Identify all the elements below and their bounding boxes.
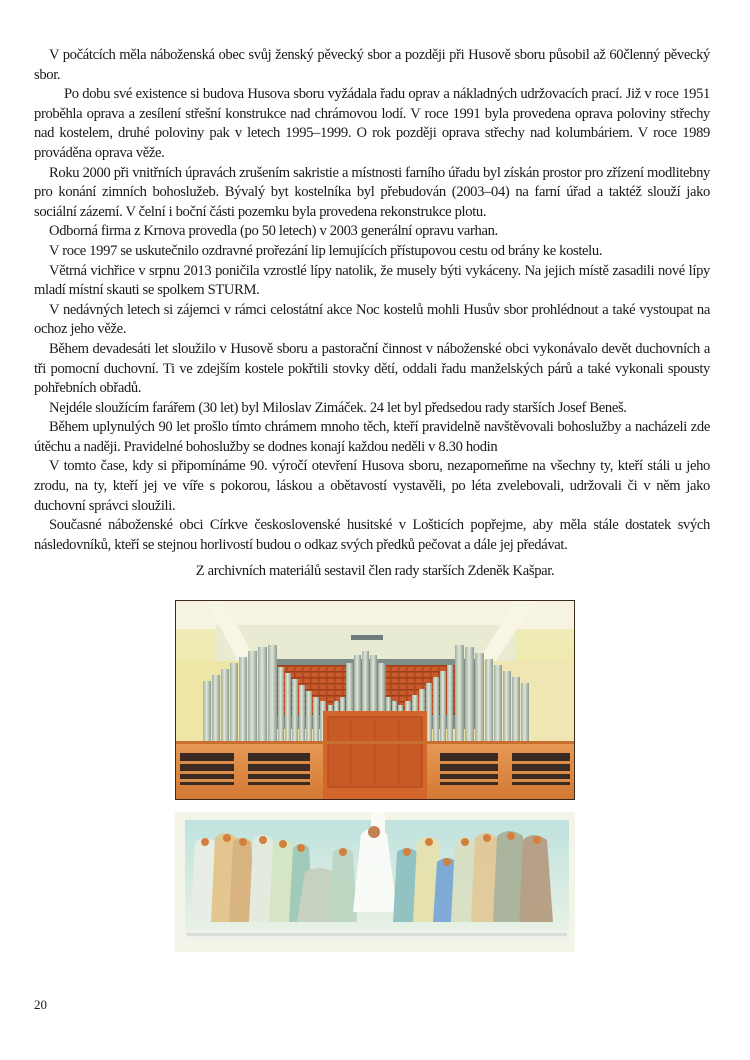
paragraph: Roku 2000 při vnitřních úpravách zrušením sakristie a místnosti farního úřadu byl získán prostor pro zřízení modlitebny pro konání zimních bohoslužeb. Bývalý byt kostelníka byl přebudován (2003–04) na farní úřad a taktéž slouží jako sociální zázemí. V čelní i boční části pozemku byla provedena rekonstrukce plotu. <box>34 164 710 220</box>
paragraph: V počátcích měla náboženská obec svůj ženský pěvecký sbor a později při Husově sboru působil až 60členný pěvecký sbor. <box>34 47 710 83</box>
paragraph: Větrná vichřice v srpnu 2013 poničila vzrostlé lípy natolik, že musely býti vykáceny. Na jejich místě zasadili nové lípy mladí místní skauti se spolkem STURM. <box>34 262 710 299</box>
paragraph: V roce 1997 se uskutečnilo ozdravné prořezání lip lemujících přístupovou cestu od brány ke kostelu. <box>49 242 603 259</box>
paragraph: Nejdéle sloužícím farářem (30 let) byl Miloslav Zimáček. 24 let byl předsedou rady starších Josef Beneš. <box>49 399 627 416</box>
paragraph: Po dobu své existence si budova Husova sboru vyžádala řadu oprav a nákladných udržovacích prací. Již v roce 1951 proběhla oprava a zesílení střešní konstrukce nad chrámovou lodí. V roce 1991 byla provedena oprava poloviny střechy nad kostelem, druhé poloviny pak v letech 1995–1999. O rok později oprava střechy nad kolumbáriem. V roce 1989 prováděna oprava věže. <box>34 86 710 161</box>
organ-photo <box>175 600 575 800</box>
paragraph: V tomto čase, kdy si připomínáme 90. výročí otevření Husova sboru, nezapomeňme na všechny ty, kteří stáli u jeho zrodu, na ty, kteří jej ve víře s pokorou, láskou a obětavostí vystavěli, po léta zvelebovali, udržovali či v něm jako duchovní správci sloužili. <box>34 458 710 514</box>
author-credit: Z archivních materiálů sestavil člen rady starších Zdeněk Kašpar. <box>195 563 555 579</box>
paragraph: Během devadesáti let sloužilo v Husově sboru a pastorační činnost v náboženské obci vykonávalo devět duchovních a tři pomocní duchovní. Ti ve zdejším kostele pokřtili stovky dětí, oddali řadu manželských párů a také vykonali spousty pohřebních obřadů. <box>34 340 710 397</box>
article-body <box>34 46 710 555</box>
paragraph: Současné náboženské obci Církve československé husitské v Lošticích popřejme, aby měla stále dostatek svých následovníků, kteří se stejnou horlivostí budou o odkaz svých předků pečovat a dále jej předávat. <box>34 517 710 553</box>
page-number: 20 <box>34 997 47 1012</box>
mural-photo <box>175 812 575 952</box>
paragraph: Během uplynulých 90 let prošlo tímto chrámem mnoho těch, kteří pravidelně navštěvovali bohoslužby a nacházeli zde útěchu a naději. Pravidelné bohoslužby se dodnes konají každou neděli v 8.30 hodin <box>34 419 710 455</box>
paragraph: Odborná firma z Krnova provedla (po 50 letech) v 2003 generální opravu varhan. <box>49 223 498 240</box>
paragraph: V nedávných letech si zájemci v rámci celostátní akce Noc kostelů mohli Husův sbor prohlédnout a také vystoupat na ochoz jeho věže. <box>34 301 710 338</box>
